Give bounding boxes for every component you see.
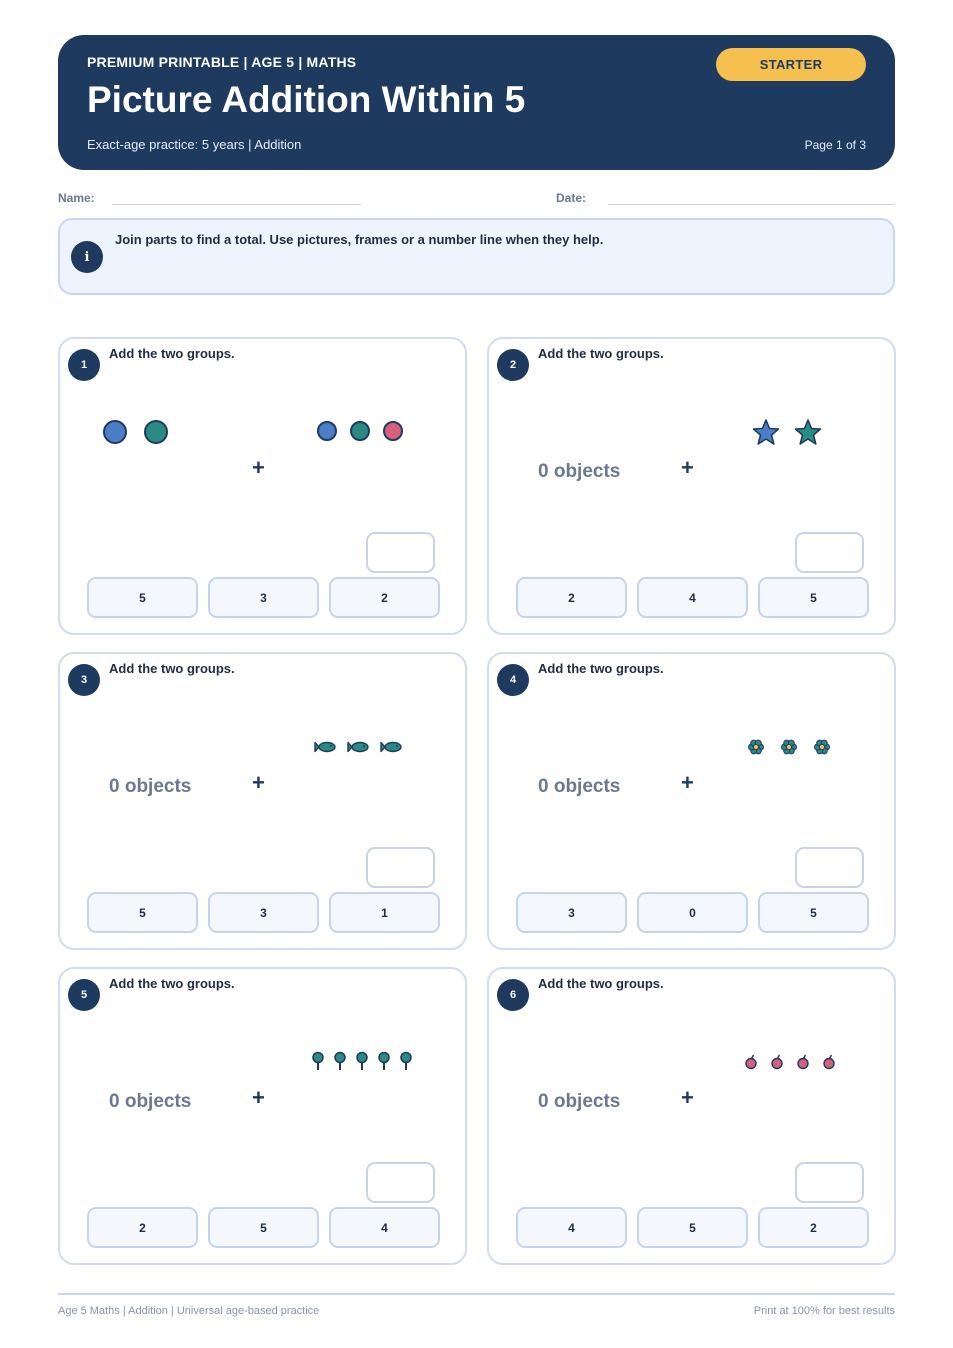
circle-icon: [382, 420, 404, 442]
circle-icon: [143, 419, 169, 445]
left-group-text: 0 objects: [538, 1091, 621, 1112]
name-line[interactable]: [112, 204, 361, 205]
apple-icon: [770, 1054, 784, 1070]
answer-choice[interactable]: 5: [87, 892, 198, 933]
page-title: Picture Addition Within 5: [87, 79, 526, 120]
question-number: 6: [497, 979, 529, 1011]
left-group-text: 0 objects: [538, 461, 621, 482]
flower-icon: [780, 738, 798, 756]
name-label: Name:: [58, 191, 95, 205]
answer-choice[interactable]: 1: [329, 892, 440, 933]
answer-choice[interactable]: 2: [516, 577, 627, 618]
answer-choice[interactable]: 5: [637, 1207, 748, 1248]
tree-icon: [355, 1051, 369, 1071]
answer-box[interactable]: [795, 1162, 864, 1203]
answer-choice[interactable]: 4: [637, 577, 748, 618]
question-card: [58, 967, 467, 1265]
question-prompt: Add the two groups.: [538, 346, 664, 361]
question-prompt: Add the two groups.: [109, 976, 235, 991]
left-group: [102, 419, 184, 445]
star-icon: [794, 418, 822, 446]
answer-choice[interactable]: 2: [758, 1207, 869, 1248]
header-subtitle: Exact-age practice: 5 years | Addition: [87, 137, 302, 152]
apple-icon: [744, 1054, 758, 1070]
plus-sign: +: [681, 1085, 694, 1110]
answer-choice[interactable]: 5: [208, 1207, 319, 1248]
star-icon: [752, 418, 780, 446]
left-group-text: 0 objects: [109, 1091, 192, 1112]
question-number: 4: [497, 664, 529, 696]
plus-sign: +: [681, 770, 694, 795]
fish-icon: [314, 740, 338, 754]
worksheet-header: [58, 35, 895, 170]
right-group: [314, 740, 404, 754]
header-kicker: PREMIUM PRINTABLE | AGE 5 | MATHS: [87, 54, 357, 70]
left-group-text: 0 objects: [109, 776, 192, 797]
question-number: 2: [497, 349, 529, 381]
question-number: 1: [68, 349, 100, 381]
date-label: Date:: [556, 191, 587, 205]
right-group: [752, 418, 822, 446]
answer-choice[interactable]: 2: [87, 1207, 198, 1248]
footer-left: Age 5 Maths | Addition | Universal age-based practice: [58, 1305, 320, 1317]
plus-sign: +: [252, 455, 265, 480]
flower-icon: [813, 738, 831, 756]
info-icon: i: [71, 241, 103, 273]
answer-choice[interactable]: 3: [516, 892, 627, 933]
plus-sign: +: [252, 1085, 265, 1110]
apple-icon: [822, 1054, 836, 1070]
question-card: [58, 337, 467, 635]
answer-box[interactable]: [795, 847, 864, 888]
tree-icon: [333, 1051, 347, 1071]
question-card: [487, 967, 896, 1265]
right-group: [744, 1054, 836, 1070]
circle-icon: [316, 420, 338, 442]
instruction-panel: [58, 218, 895, 295]
question-card: [58, 652, 467, 950]
fish-icon: [347, 740, 371, 754]
question-number: 5: [68, 979, 100, 1011]
answer-choice[interactable]: 5: [758, 892, 869, 933]
answer-box[interactable]: [366, 847, 435, 888]
plus-sign: +: [252, 770, 265, 795]
answer-choice[interactable]: 5: [758, 577, 869, 618]
footer-right: Print at 100% for best results: [753, 1305, 895, 1317]
question-number: 3: [68, 664, 100, 696]
right-group: [311, 1051, 413, 1071]
tree-icon: [377, 1051, 391, 1071]
answer-box[interactable]: [366, 1162, 435, 1203]
instruction-text: Join parts to find a total. Use pictures, frames or a number line when they help.: [115, 232, 604, 247]
circle-icon: [102, 419, 128, 445]
circle-icon: [349, 420, 371, 442]
tree-icon: [311, 1051, 325, 1071]
answer-choice[interactable]: 5: [87, 577, 198, 618]
answer-box[interactable]: [795, 532, 864, 573]
answer-choice[interactable]: 4: [516, 1207, 627, 1248]
fish-icon: [380, 740, 404, 754]
answer-choice[interactable]: 3: [208, 892, 319, 933]
answer-box[interactable]: [366, 532, 435, 573]
answer-choice[interactable]: 3: [208, 577, 319, 618]
tree-icon: [399, 1051, 413, 1071]
question-card: [487, 652, 896, 950]
apple-icon: [796, 1054, 810, 1070]
answer-choice[interactable]: 4: [329, 1207, 440, 1248]
answer-choice[interactable]: 0: [637, 892, 748, 933]
question-prompt: Add the two groups.: [109, 661, 235, 676]
flower-icon: [747, 738, 765, 756]
left-group-text: 0 objects: [538, 776, 621, 797]
footer-divider: [58, 1293, 895, 1295]
right-group: [747, 738, 831, 756]
plus-sign: +: [681, 455, 694, 480]
question-prompt: Add the two groups.: [109, 346, 235, 361]
question-prompt: Add the two groups.: [538, 661, 664, 676]
answer-choice[interactable]: 2: [329, 577, 440, 618]
date-line[interactable]: [608, 204, 895, 205]
page-number: Page 1 of 3: [804, 138, 866, 152]
right-group: [316, 420, 404, 442]
level-badge: STARTER: [716, 48, 866, 81]
question-card: [487, 337, 896, 635]
question-prompt: Add the two groups.: [538, 976, 664, 991]
